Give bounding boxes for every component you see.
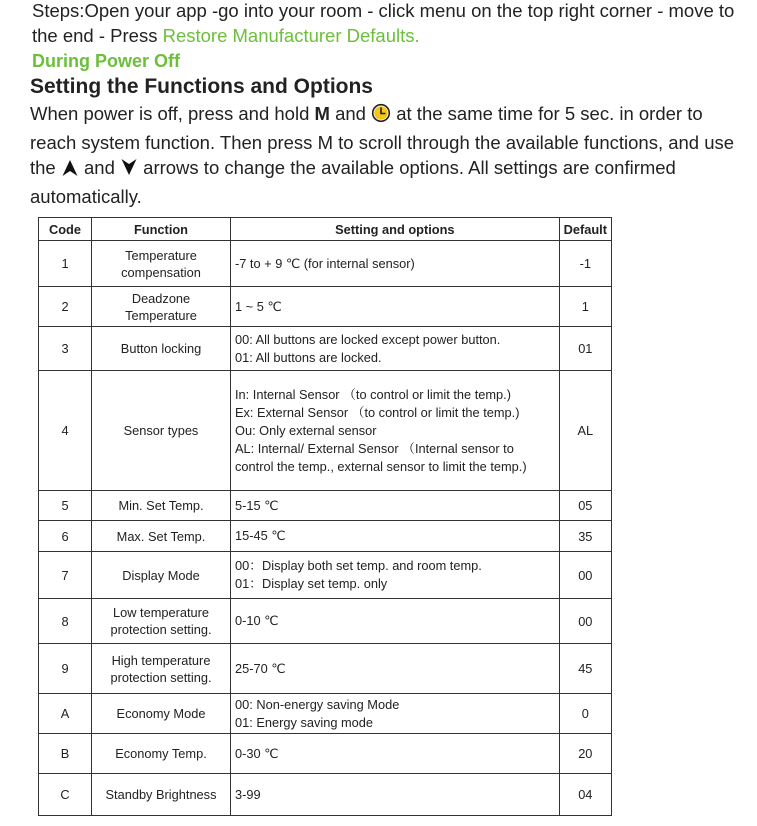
table-row xyxy=(39,734,612,774)
cell-code: 5 xyxy=(39,491,92,521)
table-row xyxy=(39,694,612,734)
option-line: Ou: Only external sensor xyxy=(235,422,377,438)
option-line: AL: Internal/ External Sensor （Internal sensor to control the temp., external sensor to limit the temp.) xyxy=(235,440,527,474)
table-row xyxy=(39,552,612,599)
cell-options xyxy=(231,552,560,599)
cell-default: 01 xyxy=(559,327,611,371)
cell-function xyxy=(92,734,231,774)
cell-function xyxy=(92,241,231,287)
function-options-table xyxy=(38,217,612,816)
restore-defaults-text: Restore Manufacturer Defaults. xyxy=(162,25,420,46)
cell-code: B xyxy=(39,734,92,774)
cell-code: 3 xyxy=(39,327,92,371)
function-line: Standby Brightness xyxy=(105,787,217,802)
header-code: Code xyxy=(39,218,92,241)
function-line: Button locking xyxy=(120,341,202,356)
table-row xyxy=(39,644,612,694)
cell-code: 6 xyxy=(39,521,92,552)
table-row xyxy=(39,287,612,327)
cell-default: 35 xyxy=(559,521,611,552)
function-line: Temperature xyxy=(125,307,197,323)
para-part-4: and xyxy=(78,157,121,178)
steps-text xyxy=(32,0,752,48)
para-part-5: arrows to change the available options. All settings are confirmed automatically. xyxy=(30,157,676,207)
cell-options xyxy=(231,327,560,371)
cell-function xyxy=(92,644,231,694)
header-function: Function xyxy=(92,218,231,241)
instructions-paragraph xyxy=(30,101,745,209)
steps-instructions: Steps:Open your app -go into your room - click menu on the top right corner - move to the end - Press xyxy=(32,0,735,46)
option-line: Ex: External Sensor （to control or limit the temp.) xyxy=(235,404,520,420)
cell-options xyxy=(231,287,560,327)
table-row xyxy=(39,241,612,287)
clock-icon xyxy=(371,103,391,130)
subheading-power-off: During Power Off xyxy=(32,51,180,71)
table-row xyxy=(39,599,612,644)
table-row xyxy=(39,774,612,816)
cell-code: 1 xyxy=(39,241,92,287)
option-line: 00: All buttons are locked except power button. xyxy=(235,331,501,347)
option-line: 3-99 xyxy=(235,786,261,802)
option-line: 00：Display both set temp. and room temp. xyxy=(235,558,482,573)
option-line: 0-30 ℃ xyxy=(235,745,279,761)
cell-function xyxy=(92,599,231,644)
option-line: 0-10 ℃ xyxy=(235,613,279,628)
function-line: Economy Temp. xyxy=(115,746,207,761)
header-setting: Setting and options xyxy=(231,218,560,241)
para-part-3: at the same time for 5 sec. in order to reach system function. Then press M to scroll through the available functions, and use the xyxy=(30,103,735,178)
cell-default: 1 xyxy=(559,287,611,327)
function-line: Low temperature xyxy=(112,605,210,620)
cell-code: C xyxy=(39,774,92,816)
cell-function xyxy=(92,521,231,552)
option-line: In: Internal Sensor （to control or limit the temp.) xyxy=(235,386,511,402)
para-part-1: When power is off, press and hold xyxy=(30,103,315,124)
cell-options xyxy=(231,644,560,694)
option-line: -7 to + 9 ℃ (for internal sensor) xyxy=(235,255,415,271)
cell-default: 00 xyxy=(559,599,611,644)
function-line: Display Mode xyxy=(122,567,200,583)
header-default: Default xyxy=(559,218,611,241)
table-row xyxy=(39,371,612,491)
function-line: protection setting. xyxy=(110,622,212,637)
cell-options xyxy=(231,521,560,552)
option-line: 1 ~ 5 ℃ xyxy=(235,298,282,314)
cell-function xyxy=(92,552,231,599)
cell-function xyxy=(92,774,231,816)
function-line: Temperature xyxy=(125,247,197,263)
option-line: 01: All buttons are locked. xyxy=(235,349,382,365)
cell-options xyxy=(231,371,560,491)
cell-default: 45 xyxy=(559,644,611,694)
function-line: High temperature xyxy=(111,652,211,668)
option-line: 15-45 ℃ xyxy=(235,528,286,543)
function-line: Max. Set Temp. xyxy=(116,528,206,544)
table-header-row xyxy=(39,218,612,241)
function-line: protection setting. xyxy=(110,669,212,685)
cell-function xyxy=(92,491,231,521)
option-line: 01：Display set temp. only xyxy=(235,576,388,591)
function-line: compensation xyxy=(121,264,201,280)
cell-code: 8 xyxy=(39,599,92,644)
cell-code: 2 xyxy=(39,287,92,327)
cell-function xyxy=(92,327,231,371)
function-line: Economy Mode xyxy=(116,706,206,721)
cell-function xyxy=(92,694,231,734)
function-line: Min. Set Temp. xyxy=(118,498,204,513)
cell-code: 4 xyxy=(39,371,92,491)
function-line: Deadzone xyxy=(131,290,191,306)
cell-default: 04 xyxy=(559,774,611,816)
cell-function xyxy=(92,287,231,327)
option-line: 01: Energy saving mode xyxy=(235,714,374,730)
table-row xyxy=(39,521,612,552)
cell-default: 20 xyxy=(559,734,611,774)
cell-code: 9 xyxy=(39,644,92,694)
cell-options xyxy=(231,491,560,521)
cell-default: 0 xyxy=(559,694,611,734)
cell-options xyxy=(231,694,560,734)
m-key-label: M xyxy=(314,103,330,124)
down-arrow-icon xyxy=(120,158,138,184)
cell-code: 7 xyxy=(39,552,92,599)
cell-default: 00 xyxy=(559,552,611,599)
cell-default: AL xyxy=(559,371,611,491)
para-part-2: and xyxy=(329,103,372,124)
table-row xyxy=(39,491,612,521)
cell-options xyxy=(231,734,560,774)
option-line: 00: Non-energy saving Mode xyxy=(235,696,400,712)
section-heading: Setting the Functions and Options xyxy=(30,75,373,98)
function-line: Sensor types xyxy=(123,423,199,438)
table-row xyxy=(39,327,612,371)
cell-options xyxy=(231,774,560,816)
cell-default: -1 xyxy=(559,241,611,287)
table-body xyxy=(39,241,612,816)
cell-code: A xyxy=(39,694,92,734)
cell-default: 05 xyxy=(559,491,611,521)
cell-function xyxy=(92,371,231,491)
cell-options xyxy=(231,241,560,287)
option-line: 5-15 ℃ xyxy=(235,497,279,513)
cell-options xyxy=(231,599,560,644)
up-arrow-icon xyxy=(61,158,79,184)
option-line: 25-70 ℃ xyxy=(235,660,286,676)
